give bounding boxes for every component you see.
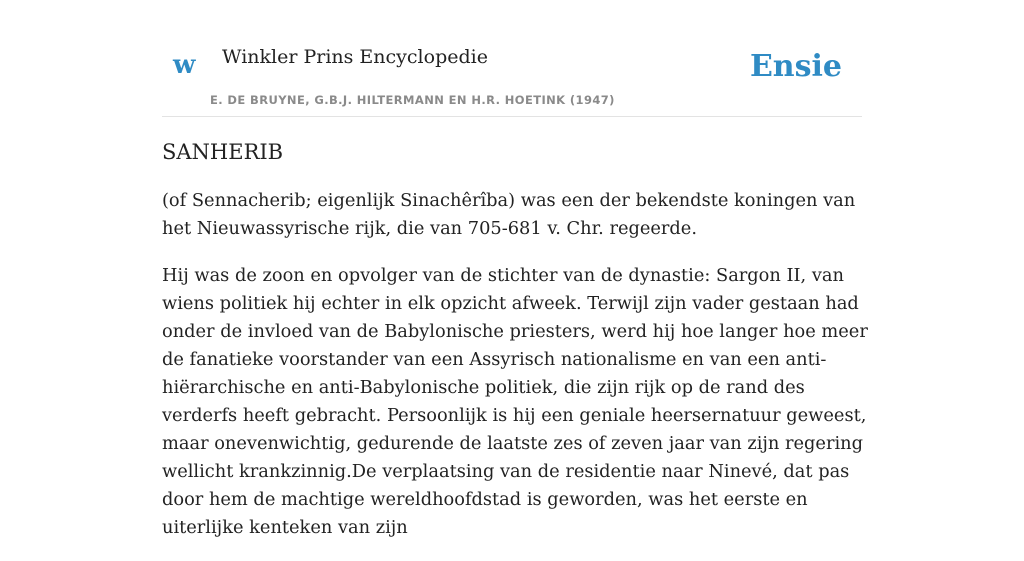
article-paragraph-2: Hij was de zoon en opvolger van de stichter van de dynastie: Sargon II, van wiens politiek hij echter in elk opzicht afweek. Terwijl zijn vader gestaan had onder de invloed van de Babylonische priesters, werd hij hoe langer hoe meer de fanatieke voorstander van een Assyrisch nationalisme en van een anti-hiërarchische en anti-Babylonische politiek, die zijn rijk op de rand des verderfs heeft gebracht. Persoonlijk is hij een geniale heersernatuur geweest, maar onevenwichtig, gedurende de laatste zes of zeven jaar van zijn regering wellicht krankzinnig.De verplaatsing van de residentie naar Ninevé, dat pas door hem de machtige wereldhoofdstad is geworden, was het eerste en uiterlijke kenteken van zijn (162, 265, 868, 539)
article-paragraph-1: (of Sennacherib; eigenlijk Sinachêrîba) was een der bekendste koningen van het Nieuwassyrische rijk, die van 705-681 v. Chr. regeerde. (162, 190, 856, 240)
publication-title[interactable]: Winkler Prins Encyclopedie (222, 46, 488, 68)
header (162, 0, 862, 117)
article-headword: SANHERIB (162, 140, 284, 164)
publication-logo[interactable]: w (173, 50, 196, 80)
publication-authors: E. DE BRUYNE, G.B.J. HILTERMANN EN H.R. HOETINK (1947) (210, 93, 615, 107)
brand-logo[interactable]: Ensie (749, 49, 842, 84)
article (162, 138, 872, 561)
